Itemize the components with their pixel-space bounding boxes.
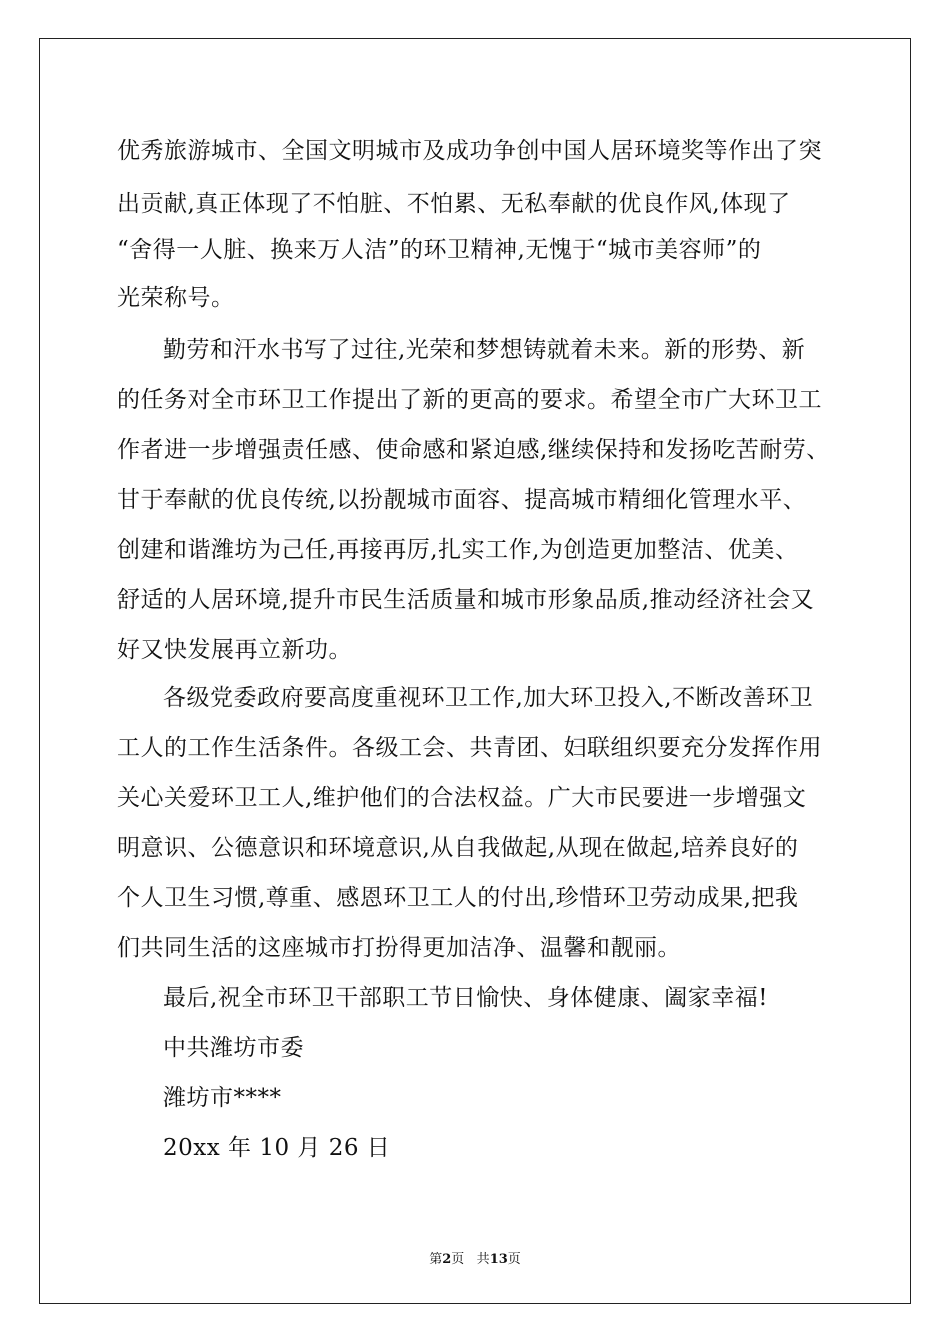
text-line: 创建和谐潍坊为己任,再接再厉,扎实工作,为创造更加整洁、优美、 <box>117 537 799 563</box>
text-line: 作者进一步增强责任感、使命感和紧迫感,继续保持和发扬吃苦耐劳、 <box>117 437 830 463</box>
footer-total-suffix: 页 <box>507 1252 521 1267</box>
page-border <box>39 38 911 1304</box>
text-line: 舒适的人居环境,提升市民生活质量和城市形象品质,推动经济社会又 <box>117 587 815 613</box>
total-pages-number: 13 <box>489 1252 508 1267</box>
text-line: 出贡献,真正体现了不怕脏、不怕累、无私奉献的优良作风,体现了 <box>117 191 791 217</box>
text-line: 光荣称号。 <box>117 285 235 311</box>
text-line: 的任务对全市环卫工作提出了新的更高的要求。希望全市广大环卫工 <box>117 387 822 413</box>
text-line: 勤劳和汗水书写了过往,光荣和梦想铸就着未来。新的形势、新 <box>163 337 806 363</box>
page-footer <box>0 1248 950 1267</box>
text-line: 工人的工作生活条件。各级工会、共青团、妇联组织要充分发挥作用 <box>117 735 822 761</box>
signature-city: 潍坊市**** <box>163 1085 282 1111</box>
text-line: 个人卫生习惯,尊重、感恩环卫工人的付出,珍惜环卫劳动成果,把我 <box>117 885 799 911</box>
text-line: 甘于奉献的优良传统,以扮靓城市面容、提高城市精细化管理水平、 <box>117 487 807 513</box>
text-line: 各级党委政府要高度重视环卫工作,加大环卫投入,不断改善环卫 <box>163 685 814 711</box>
text-line: 明意识、公德意识和环境意识,从自我做起,从现在做起,培养良好的 <box>117 835 799 861</box>
text-line: 关心关爱环卫工人,维护他们的合法权益。广大市民要进一步增强文 <box>117 785 807 811</box>
text-line: “舍得一人脏、换来万人洁”的环卫精神,无愧于“城市美容师”的 <box>117 237 762 263</box>
signature-party-committee: 中共潍坊市委 <box>163 1035 304 1061</box>
document-date: 20xx 年 10 月 26 日 <box>163 1135 391 1161</box>
closing-wish: 最后,祝全市环卫干部职工节日愉快、身体健康、阖家幸福! <box>163 985 769 1011</box>
text-line: 好又快发展再立新功。 <box>117 637 352 663</box>
footer-prefix: 第 <box>429 1252 443 1267</box>
footer-page-suffix: 页 <box>451 1252 465 1267</box>
text-line: 优秀旅游城市、全国文明城市及成功争创中国人居环境奖等作出了突 <box>117 138 822 164</box>
current-page-number: 2 <box>442 1252 452 1267</box>
text-line: 们共同生活的这座城市打扮得更加洁净、温馨和靓丽。 <box>117 935 681 961</box>
footer-total-prefix: 共 <box>476 1252 490 1267</box>
